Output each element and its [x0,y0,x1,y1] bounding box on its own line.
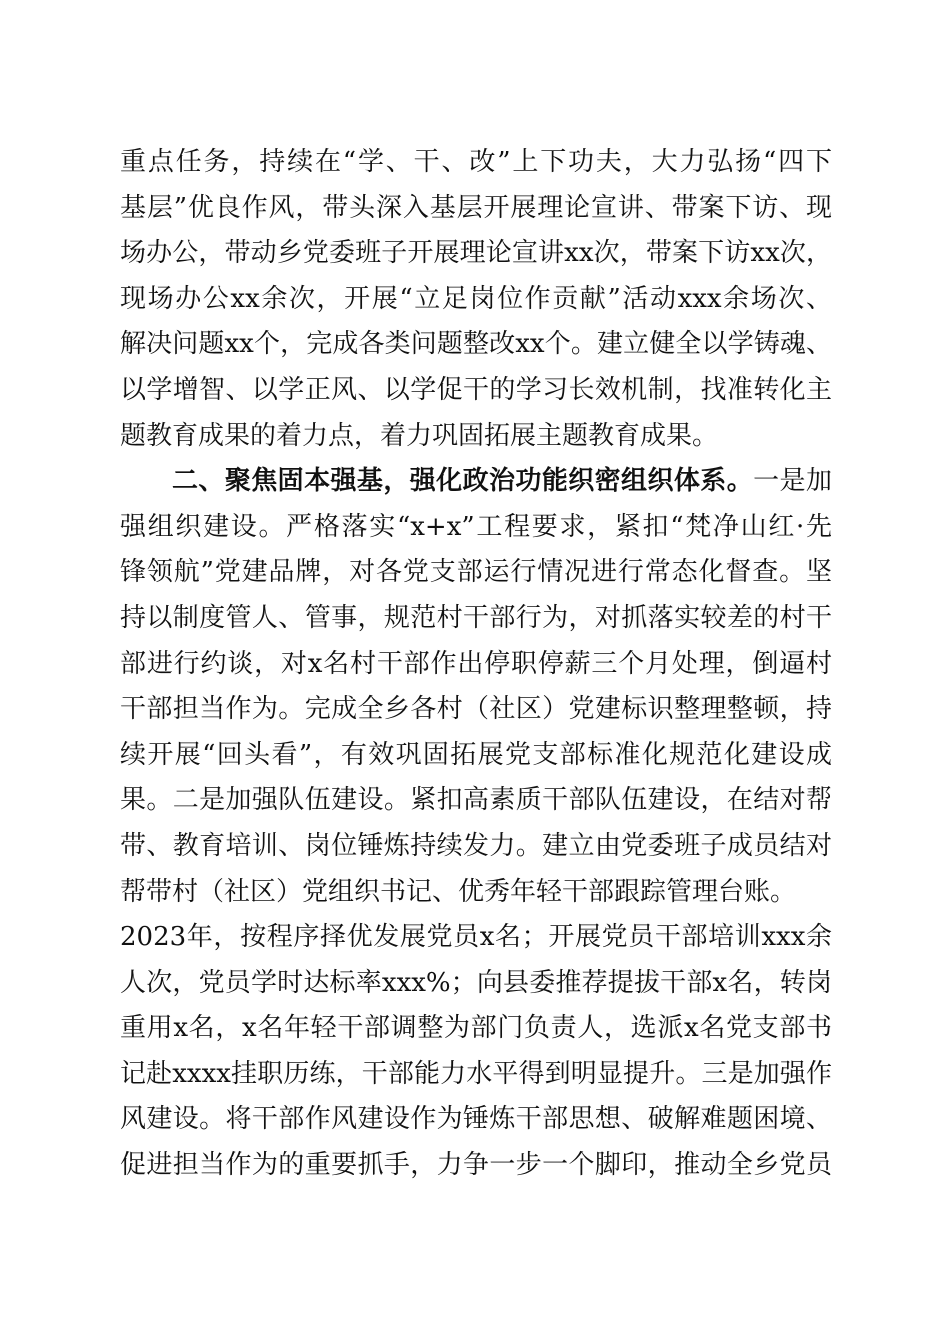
section-heading: 二、聚焦固本强基，强化政治功能织密组织体系。 [172,466,754,497]
text-line: 促进担当作为的重要抓手，力争一步一个脚印，推动全乡党员 [120,1150,832,1181]
text-line: 锋领航”党建品牌，对各党支部运行情况进行常态化督查。坚 [120,557,832,588]
heading-line-continuation: 一是加 [753,466,832,497]
document-body [120,140,832,1189]
text-line: 持以制度管人、管事，规范村干部行为，对抓落实较差的村干 [120,602,832,633]
text-line: 题教育成果的着力点，着力巩固拓展主题教育成果。 [120,420,719,451]
paragraph-organization-system [120,459,832,1189]
text-line: 带、教育培训、岗位锤炼持续发力。建立由党委班子成员结对 [120,830,832,861]
text-line: 重用x名，x名年轻干部调整为部门负责人，选派x名党支部书 [120,1013,832,1044]
text-line: 干部担当作为。完成全乡各村（社区）党建标识整理整顿，持 [120,694,832,725]
text-line: 以学增智、以学正风、以学促干的学习长效机制，找准转化主 [120,374,832,405]
text-line: 重点任务，持续在“学、干、改”上下功夫，大力弘扬“四下 [120,147,832,177]
text-line: 现场办公xx余次，开展“立足岗位作贡献”活动xxx余场次、 [120,283,832,314]
paragraph-task-summary [120,140,832,459]
text-line: 解决问题xx个，完成各类问题整改xx个。建立健全以学铸魂、 [120,329,832,360]
text-line: 场办公，带动乡党委班子开展理论宣讲xx次，带案下访xx次， [120,238,832,269]
section-first-line [120,459,832,505]
text-line: 强组织建设。严格落实“x+x”工程要求，紧扣“梵净山红·先 [120,511,832,542]
text-line: 基层”优良作风，带头深入基层开展理论宣讲、带案下访、现 [120,192,832,223]
text-line: 部进行约谈，对x名村干部作出停职停薪三个月处理，倒逼村 [120,648,832,679]
text-line: 风建设。将干部作风建设作为锤炼干部思想、破解难题困境、 [120,1104,832,1135]
text-line: 人次，党员学时达标率xxx%；向县委推荐提拔干部x名，转岗 [120,967,832,998]
text-line: 帮带村（社区）党组织书记、优秀年轻干部跟踪管理台账。 [120,876,797,907]
text-line: 果。二是加强队伍建设。紧扣高素质干部队伍建设，在结对帮 [120,785,832,816]
text-line: 记赴xxxx挂职历练，干部能力水平得到明显提升。三是加强作 [120,1058,832,1089]
text-line: 2023年，按程序择优发展党员x名；开展党员干部培训xxx余 [120,922,832,953]
text-line: 续开展“回头看”，有效巩固拓展党支部标准化规范化建设成 [120,739,832,770]
